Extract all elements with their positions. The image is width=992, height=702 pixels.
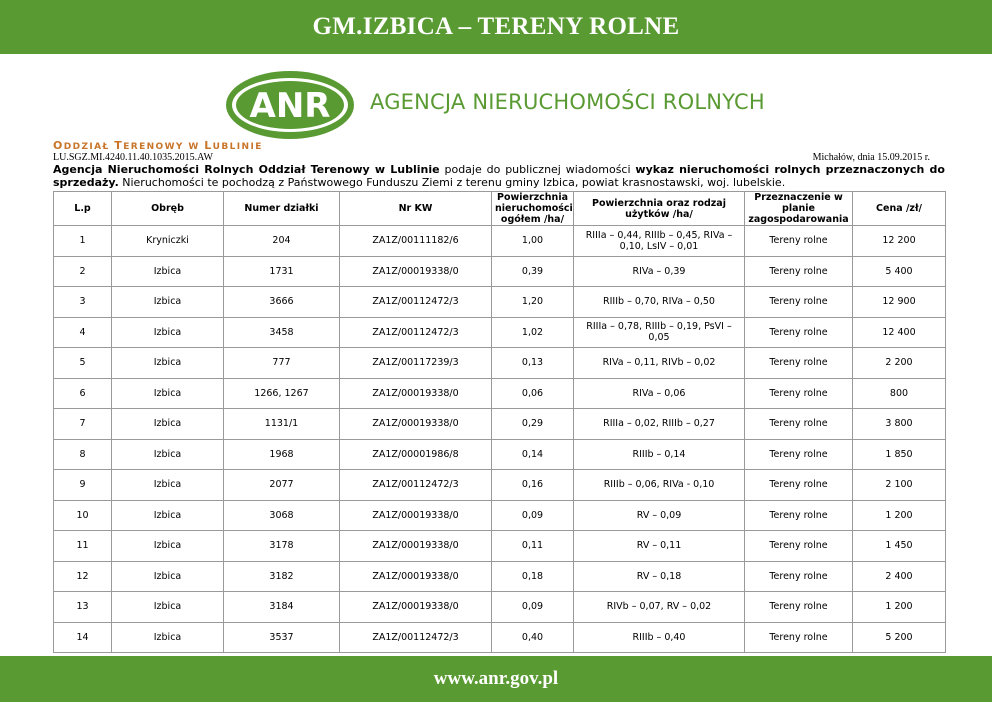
table-row xyxy=(54,439,946,470)
header-przezn: Przeznaczenie w planie zagospodarowania xyxy=(745,192,853,226)
cell-obreb: Izbica xyxy=(112,348,224,379)
cell-obreb: Izbica xyxy=(112,317,224,348)
cell-obreb: Izbica xyxy=(112,409,224,440)
header-pow: Powierzchnia nieruchomości ogółem /ha/ xyxy=(492,192,574,226)
cell-lp: 6 xyxy=(54,378,112,409)
cell-pow: 0,16 xyxy=(492,470,574,501)
cell-obreb: Izbica xyxy=(112,256,224,287)
cell-uzytki: RIIIa – 0,78, RIIIb – 0,19, PsVI – 0,05 xyxy=(574,317,745,348)
cell-pow: 0,18 xyxy=(492,561,574,592)
footer-banner xyxy=(0,656,992,702)
cell-lp: 8 xyxy=(54,439,112,470)
page-title-banner xyxy=(0,0,992,54)
branch-name: ODDZIAŁ TERENOWY W LUBLINIE xyxy=(53,139,263,152)
cell-obreb: Izbica xyxy=(112,378,224,409)
cell-lp: 10 xyxy=(54,500,112,531)
cell-nrkw: ZA1Z/00111182/6 xyxy=(340,226,492,257)
cell-obreb: Kryniczki xyxy=(112,226,224,257)
table-row xyxy=(54,592,946,623)
cell-cena: 12 900 xyxy=(853,287,946,318)
cell-pow: 0,09 xyxy=(492,500,574,531)
cell-pow: 0,14 xyxy=(492,439,574,470)
cell-lp: 7 xyxy=(54,409,112,440)
cell-cena: 5 200 xyxy=(853,622,946,653)
cell-nrkw: ZA1Z/00019338/0 xyxy=(340,531,492,562)
cell-numer: 777 xyxy=(224,348,340,379)
cell-obreb: Izbica xyxy=(112,500,224,531)
table-row xyxy=(54,561,946,592)
cell-nrkw: ZA1Z/00117239/3 xyxy=(340,348,492,379)
table-row xyxy=(54,348,946,379)
cell-lp: 11 xyxy=(54,531,112,562)
table-row xyxy=(54,622,946,653)
header-numer: Numer działki xyxy=(224,192,340,226)
anr-logo-abbr: ANR xyxy=(249,86,331,126)
cell-nrkw: ZA1Z/00112472/3 xyxy=(340,622,492,653)
cell-uzytki: RIIIb – 0,70, RIVa – 0,50 xyxy=(574,287,745,318)
cell-obreb: Izbica xyxy=(112,470,224,501)
cell-pow: 1,00 xyxy=(492,226,574,257)
cell-numer: 2077 xyxy=(224,470,340,501)
header-lp: L.p xyxy=(54,192,112,226)
cell-pow: 0,06 xyxy=(492,378,574,409)
cell-nrkw: ZA1Z/00112472/3 xyxy=(340,317,492,348)
anr-logo xyxy=(224,68,784,142)
cell-nrkw: ZA1Z/00112472/3 xyxy=(340,470,492,501)
cell-pow: 0,09 xyxy=(492,592,574,623)
cell-numer: 3182 xyxy=(224,561,340,592)
cell-numer: 204 xyxy=(224,226,340,257)
cell-numer: 1131/1 xyxy=(224,409,340,440)
cell-uzytki: RIVa – 0,06 xyxy=(574,378,745,409)
cell-cena: 1 450 xyxy=(853,531,946,562)
table-row xyxy=(54,409,946,440)
cell-numer: 1266, 1267 xyxy=(224,378,340,409)
cell-numer: 1968 xyxy=(224,439,340,470)
cell-przezn: Tereny rolne xyxy=(745,622,853,653)
cell-cena: 1 850 xyxy=(853,439,946,470)
agency-name: AGENCJA NIERUCHOMOŚCI ROLNYCH xyxy=(370,90,765,114)
cell-cena: 1 200 xyxy=(853,592,946,623)
cell-cena: 2 100 xyxy=(853,470,946,501)
cell-przezn: Tereny rolne xyxy=(745,287,853,318)
cell-przezn: Tereny rolne xyxy=(745,317,853,348)
cell-cena: 800 xyxy=(853,378,946,409)
cell-nrkw: ZA1Z/00019338/0 xyxy=(340,256,492,287)
cell-cena: 5 400 xyxy=(853,256,946,287)
cell-pow: 0,39 xyxy=(492,256,574,287)
cell-przezn: Tereny rolne xyxy=(745,256,853,287)
cell-lp: 2 xyxy=(54,256,112,287)
cell-obreb: Izbica xyxy=(112,287,224,318)
table-row xyxy=(54,287,946,318)
cell-numer: 3666 xyxy=(224,287,340,318)
cell-lp: 12 xyxy=(54,561,112,592)
document-date: Michałów, dnia 15.09.2015 r. xyxy=(812,152,930,163)
intro-paragraph: Agencja Nieruchomości Rolnych Oddział Terenowy w Lublinie podaje do publicznej wiadomości wykaz nieruchomości rolnych przeznaczonych do sprzedaży. Nieruchomości te pochodzą z Państwowego Funduszu Ziemi z terenu gminy Izbica, powiat krasnostawski, woj. lubelskie. xyxy=(53,163,945,189)
cell-przezn: Tereny rolne xyxy=(745,378,853,409)
cell-przezn: Tereny rolne xyxy=(745,439,853,470)
cell-lp: 5 xyxy=(54,348,112,379)
table-row xyxy=(54,470,946,501)
cell-uzytki: RV – 0,11 xyxy=(574,531,745,562)
cell-nrkw: ZA1Z/00019338/0 xyxy=(340,500,492,531)
table-header-row xyxy=(54,192,946,226)
table-row xyxy=(54,317,946,348)
cell-numer: 3537 xyxy=(224,622,340,653)
table-row xyxy=(54,500,946,531)
cell-przezn: Tereny rolne xyxy=(745,226,853,257)
cell-pow: 1,20 xyxy=(492,287,574,318)
cell-uzytki: RIIIa – 0,02, RIIIb – 0,27 xyxy=(574,409,745,440)
cell-przezn: Tereny rolne xyxy=(745,348,853,379)
page-title: GM.IZBICA – TERENY ROLNE xyxy=(312,13,680,40)
cell-obreb: Izbica xyxy=(112,592,224,623)
header-obreb: Obręb xyxy=(112,192,224,226)
cell-lp: 14 xyxy=(54,622,112,653)
cell-lp: 9 xyxy=(54,470,112,501)
cell-pow: 0,29 xyxy=(492,409,574,440)
cell-lp: 3 xyxy=(54,287,112,318)
cell-przezn: Tereny rolne xyxy=(745,561,853,592)
cell-cena: 2 200 xyxy=(853,348,946,379)
header-uzytki: Powierzchnia oraz rodzaj użytków /ha/ xyxy=(574,192,745,226)
cell-uzytki: RV – 0,18 xyxy=(574,561,745,592)
cell-pow: 0,11 xyxy=(492,531,574,562)
cell-numer: 3178 xyxy=(224,531,340,562)
cell-nrkw: ZA1Z/00112472/3 xyxy=(340,287,492,318)
plots-table xyxy=(53,191,946,653)
cell-numer: 1731 xyxy=(224,256,340,287)
cell-pow: 0,13 xyxy=(492,348,574,379)
cell-przezn: Tereny rolne xyxy=(745,531,853,562)
cell-uzytki: RIVa – 0,11, RIVb – 0,02 xyxy=(574,348,745,379)
cell-przezn: Tereny rolne xyxy=(745,470,853,501)
cell-uzytki: RIVa – 0,39 xyxy=(574,256,745,287)
cell-obreb: Izbica xyxy=(112,531,224,562)
header-nrkw: Nr KW xyxy=(340,192,492,226)
cell-numer: 3068 xyxy=(224,500,340,531)
cell-nrkw: ZA1Z/00019338/0 xyxy=(340,592,492,623)
table-row xyxy=(54,378,946,409)
cell-przezn: Tereny rolne xyxy=(745,592,853,623)
cell-przezn: Tereny rolne xyxy=(745,500,853,531)
cell-nrkw: ZA1Z/00019338/0 xyxy=(340,561,492,592)
cell-cena: 12 200 xyxy=(853,226,946,257)
cell-pow: 1,02 xyxy=(492,317,574,348)
anr-logo-oval xyxy=(224,68,356,142)
cell-lp: 1 xyxy=(54,226,112,257)
cell-uzytki: RV – 0,09 xyxy=(574,500,745,531)
cell-numer: 3458 xyxy=(224,317,340,348)
table-row xyxy=(54,531,946,562)
cell-uzytki: RIIIa – 0,44, RIIIb – 0,45, RIVa – 0,10, LsIV – 0,01 xyxy=(574,226,745,257)
cell-pow: 0,40 xyxy=(492,622,574,653)
cell-cena: 3 800 xyxy=(853,409,946,440)
cell-obreb: Izbica xyxy=(112,622,224,653)
cell-cena: 1 200 xyxy=(853,500,946,531)
header-cena: Cena /zł/ xyxy=(853,192,946,226)
cell-przezn: Tereny rolne xyxy=(745,409,853,440)
cell-nrkw: ZA1Z/00001986/8 xyxy=(340,439,492,470)
cell-uzytki: RIIIb – 0,14 xyxy=(574,439,745,470)
footer-url: www.anr.gov.pl xyxy=(433,668,559,689)
cell-nrkw: ZA1Z/00019338/0 xyxy=(340,409,492,440)
table-row xyxy=(54,226,946,257)
cell-obreb: Izbica xyxy=(112,561,224,592)
cell-uzytki: RIIIb – 0,06, RIVa - 0,10 xyxy=(574,470,745,501)
cell-lp: 4 xyxy=(54,317,112,348)
table-row xyxy=(54,256,946,287)
cell-cena: 2 400 xyxy=(853,561,946,592)
cell-lp: 13 xyxy=(54,592,112,623)
cell-obreb: Izbica xyxy=(112,439,224,470)
cell-nrkw: ZA1Z/00019338/0 xyxy=(340,378,492,409)
cell-uzytki: RIIIb – 0,40 xyxy=(574,622,745,653)
cell-cena: 12 400 xyxy=(853,317,946,348)
cell-numer: 3184 xyxy=(224,592,340,623)
reference-number: LU.SGZ.MI.4240.11.40.1035.2015.AW xyxy=(53,152,213,163)
cell-uzytki: RIVb – 0,07, RV – 0,02 xyxy=(574,592,745,623)
